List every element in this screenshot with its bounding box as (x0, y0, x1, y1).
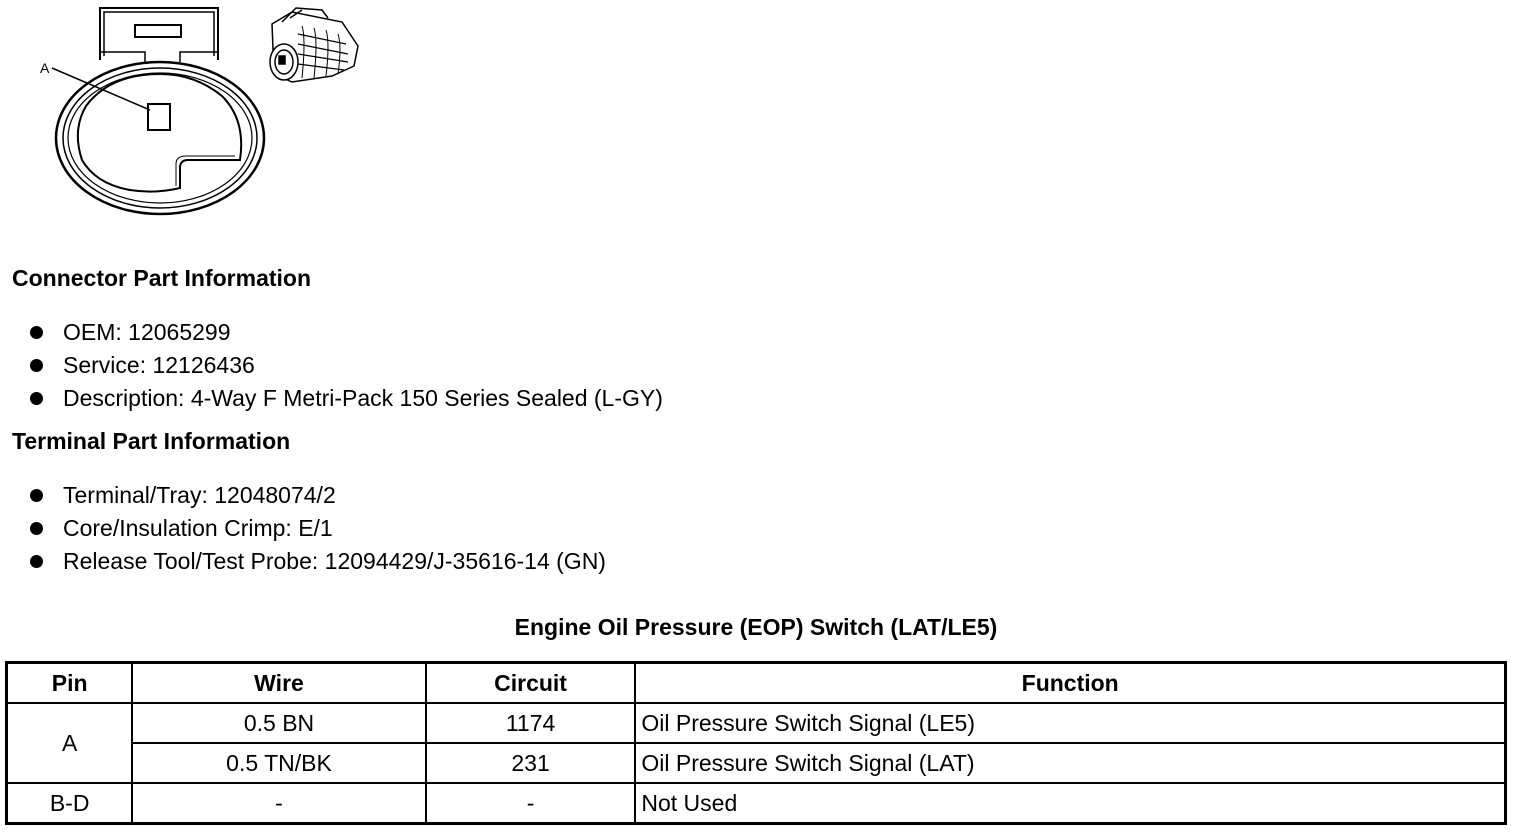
cell-function: Oil Pressure Switch Signal (LE5) (635, 703, 1505, 743)
cell-pin: A (7, 703, 133, 783)
cell-function: Oil Pressure Switch Signal (LAT) (635, 743, 1505, 783)
header-circuit: Circuit (426, 663, 636, 704)
table-row (7, 743, 1506, 783)
list-item-text: Terminal/Tray: 12048074/2 (63, 482, 336, 508)
bullet-icon (30, 555, 43, 568)
header-pin: Pin (7, 663, 133, 704)
cell-wire: 0.5 TN/BK (132, 743, 425, 783)
bullet-icon (30, 392, 43, 405)
pin-table (5, 661, 1507, 825)
list-item-text: Core/Insulation Crimp: E/1 (63, 515, 333, 541)
header-wire: Wire (132, 663, 425, 704)
terminal-info-list (28, 479, 606, 578)
list-item (28, 479, 606, 512)
cell-circuit: - (426, 783, 636, 824)
callout-label-a: A (40, 60, 50, 76)
table-row (7, 703, 1506, 743)
bullet-icon (30, 326, 43, 339)
header-function: Function (635, 663, 1505, 704)
pin-table-title: Engine Oil Pressure (EOP) Switch (LAT/LE5) (514, 614, 998, 640)
bullet-icon (30, 489, 43, 502)
terminal-section-title: Terminal Part Information (12, 428, 291, 454)
cell-wire: - (132, 783, 425, 824)
cell-circuit: 1174 (426, 703, 636, 743)
list-item (28, 316, 663, 349)
list-item (28, 512, 606, 545)
list-item-text: Description: 4-Way F Metri-Pack 150 Series Sealed (L-GY) (63, 385, 663, 411)
list-item (28, 545, 606, 578)
bullet-icon (30, 522, 43, 535)
cell-wire: 0.5 BN (132, 703, 425, 743)
bullet-icon (30, 359, 43, 372)
list-item (28, 349, 663, 382)
list-item-text: Service: 12126436 (63, 352, 255, 378)
connector-diagram (0, 0, 420, 240)
list-item-text: OEM: 12065299 (63, 319, 231, 345)
table-row (7, 783, 1506, 824)
connector-section-title: Connector Part Information (12, 265, 312, 291)
list-item (28, 382, 663, 415)
cell-function: Not Used (635, 783, 1505, 824)
table-header-row (7, 663, 1506, 704)
connector-info-list (28, 316, 663, 415)
cell-pin: B-D (7, 783, 133, 824)
list-item-text: Release Tool/Test Probe: 12094429/J-35616-14 (GN) (63, 548, 606, 574)
cell-circuit: 231 (426, 743, 636, 783)
